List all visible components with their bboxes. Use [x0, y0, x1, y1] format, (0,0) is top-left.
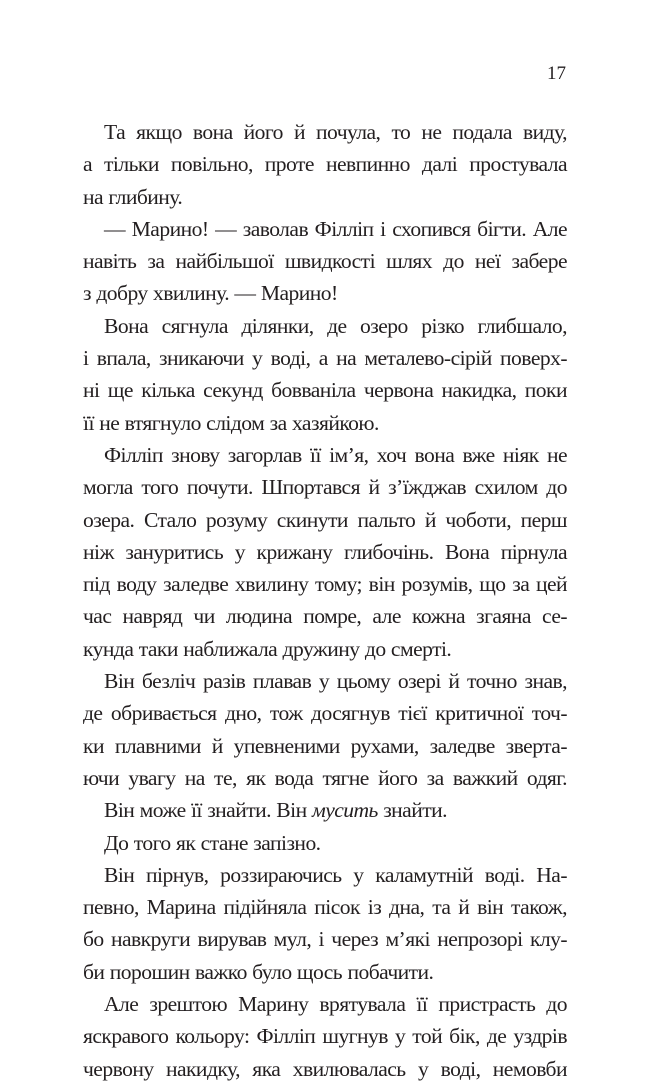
- text-line: а тільки повільно, проте невпинно далі простувала: [83, 152, 567, 177]
- text-line: могла того почути. Шпортався й з’їжджав схилом до: [83, 475, 567, 500]
- text-line-with-emphasis: [83, 794, 567, 826]
- text-line: ніж зануритись у крижану глибочінь. Вона пірнула: [83, 539, 567, 564]
- text-line: з добру хвилину. — Марино!: [83, 281, 338, 306]
- text-line: ні ще кілька секунд бовваніла червона накидка, поки: [83, 378, 567, 403]
- text-line: би порошин важко було щось побачити.: [83, 959, 434, 984]
- text-line: де обривається дно, тож досягнув тієї критичної точ-: [83, 701, 567, 726]
- text-line: Філліп знову загорлав її ім’я, хоч вона вже ніяк не: [104, 442, 567, 467]
- text-line: кунда таки наближала дружину до смерті.: [83, 636, 452, 661]
- emphasized-word: мусить: [311, 798, 378, 823]
- text-line: Але зрештою Марину врятувала її пристрасть до: [104, 992, 567, 1017]
- text-line: ючи увагу на те, як вода тягне його за важкий одяг.: [83, 765, 567, 790]
- text-segment: Він може її знайти. Він: [104, 798, 312, 823]
- text-line: Вона сягнула ділянки, де озеро різко глибшало,: [104, 313, 567, 338]
- body-text: [83, 116, 567, 1085]
- text-line: ки плавними й упевненими рухами, заледве зверта-: [83, 733, 567, 758]
- text-line: Та якщо вона його й почула, то не подала виду,: [104, 120, 567, 144]
- text-line: яскравого кольору: Філліп шугнув у той бік, де уздрів: [83, 1024, 567, 1049]
- text-line: — Марино! — заволав Філліп і схопився бігти. Але: [104, 216, 567, 241]
- page-number: 17: [547, 63, 566, 84]
- text-line: Він безліч разів плавав у цьому озері й точно знав,: [104, 669, 567, 694]
- text-line: час навряд чи людина помре, але кожна згаяна се-: [83, 604, 567, 629]
- text-segment: знайти.: [377, 798, 447, 823]
- text-line: бо навкруги вирував мул, і через м’які непрозорі клу-: [83, 927, 567, 952]
- text-line: на глибину.: [83, 184, 183, 209]
- text-line: і впала, зникаючи у воді, а на металево-сірій поверх-: [83, 346, 567, 371]
- text-line: навіть за найбільшої швидкості шлях до неї забере: [83, 249, 567, 274]
- text-line: певно, Марина підійняла пісок із дна, та й він також,: [83, 895, 567, 920]
- text-line: червону накидку, яка хвилювалась у воді, немовби: [83, 1056, 567, 1081]
- text-line: під воду заледве хвилину тому; він розумів, що за цей: [83, 572, 567, 597]
- text-line: Він пірнув, роззираючись у каламутній воді. На-: [104, 862, 567, 887]
- text-line: озера. Стало розуму скинути пальто й чоботи, перш: [83, 507, 567, 532]
- text-line: її не втягнуло слідом за хазяйкою.: [83, 410, 379, 435]
- text-line: До того як стане запізно.: [104, 830, 321, 855]
